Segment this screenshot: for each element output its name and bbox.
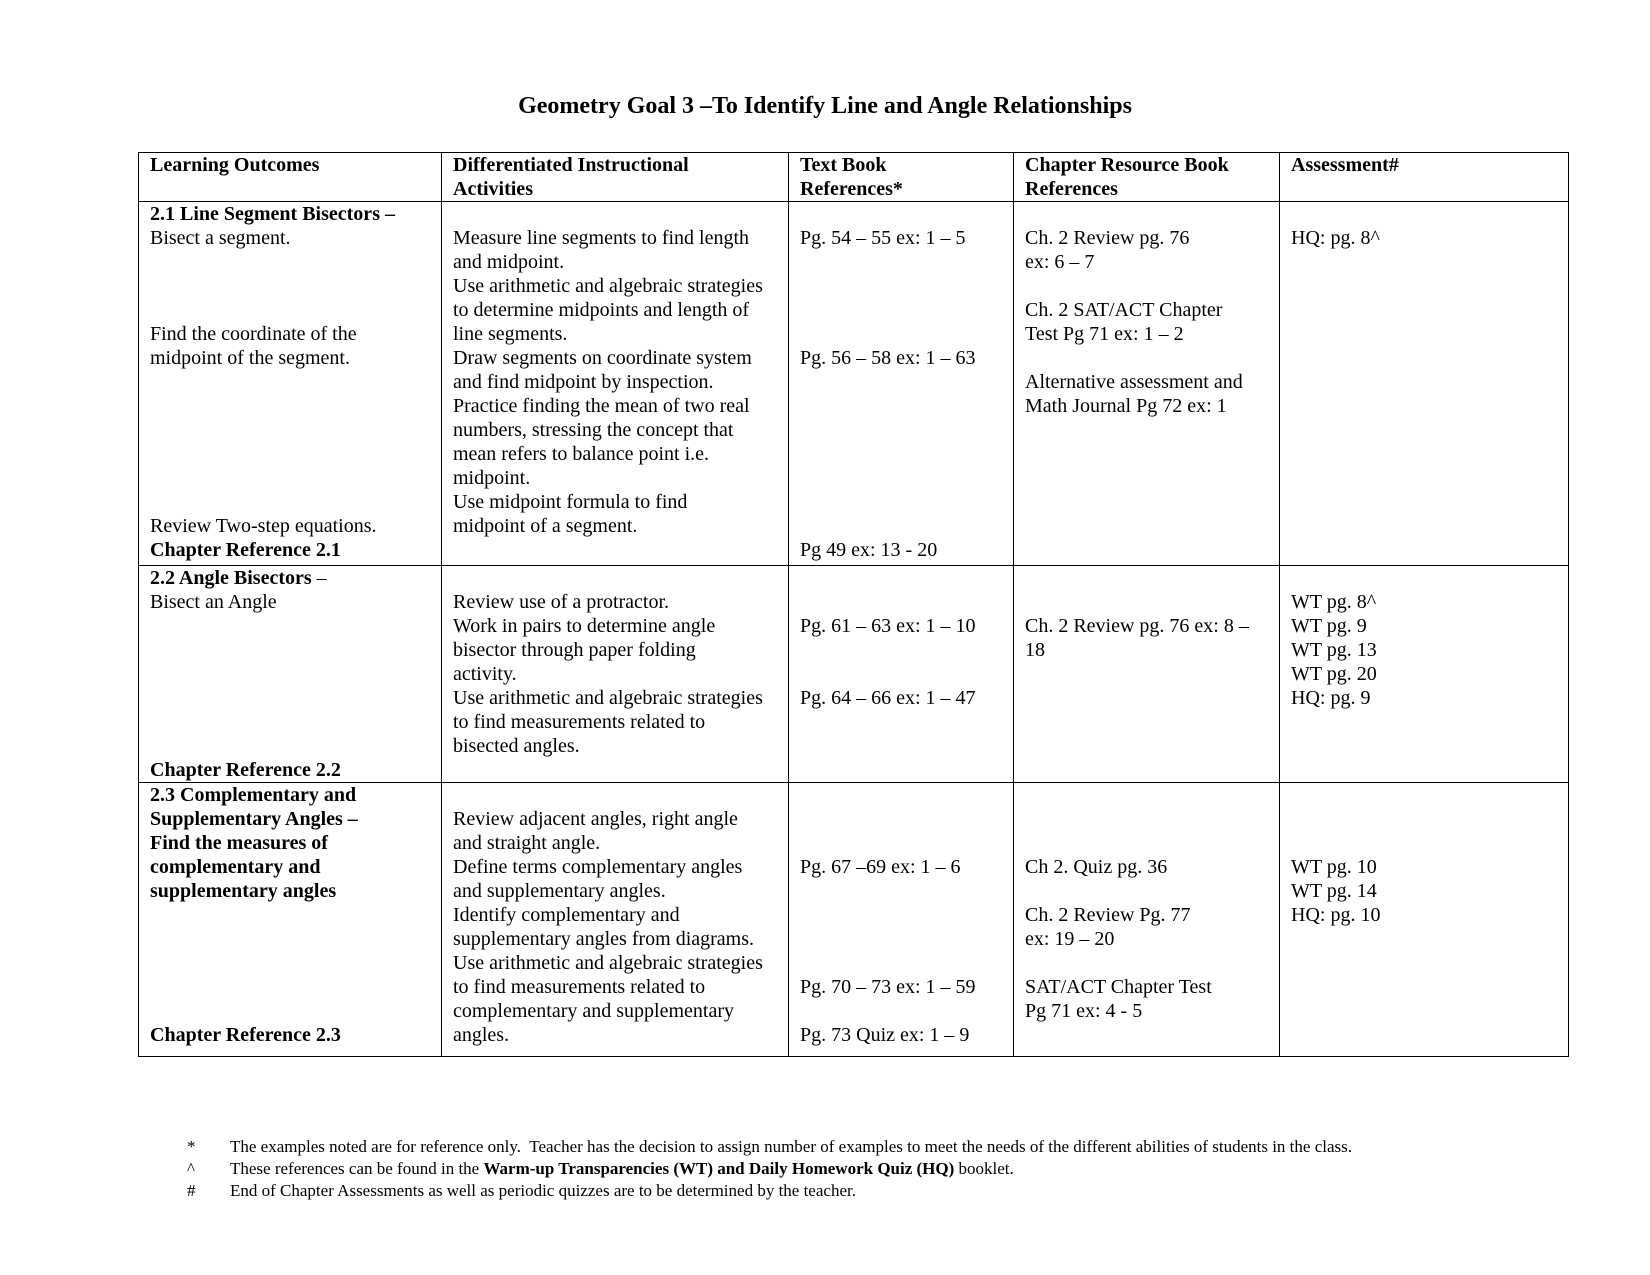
page-title: Geometry Goal 3 –To Identify Line and Angle Relationships (518, 93, 1132, 119)
header-line: Assessment# (1291, 154, 1399, 176)
cell-line (453, 566, 777, 590)
cell-line: Ch. 2 SAT/ACT Chapter (1025, 299, 1223, 321)
cell-line: and midpoint. (453, 251, 565, 273)
cell-line: HQ: pg. 9 (1291, 687, 1371, 709)
footnote-text-part: booklet. (954, 1159, 1014, 1178)
footnote-symbol: ^ (187, 1159, 195, 1178)
cell-line: Find the measures of (150, 832, 328, 854)
header-row (139, 153, 1569, 202)
cell-line: angles. (453, 1024, 510, 1046)
cell-line-bold: 2.2 Angle Bisectors (150, 567, 312, 589)
cell-line: midpoint of a segment. (453, 515, 638, 537)
cell-line: supplementary angles (150, 880, 337, 902)
cell-line (800, 442, 1002, 466)
instructional-activities-cell (442, 202, 789, 566)
cell-line: HQ: pg. 8^ (1291, 227, 1380, 249)
cell-line: mean refers to balance point i.e. (453, 443, 709, 465)
cell-line (800, 999, 1002, 1023)
cell-line: HQ: pg. 10 (1291, 904, 1381, 926)
cell-line: Define terms complementary angles (453, 856, 743, 878)
cell-line (150, 686, 430, 710)
cell-line: Review adjacent angles, right angle (453, 808, 738, 830)
cell-line (1025, 951, 1268, 975)
cell-line (1025, 202, 1268, 226)
header-instructional-activities (442, 153, 789, 202)
cell-line (1025, 566, 1268, 590)
cell-line: Pg. 54 – 55 ex: 1 – 5 (800, 227, 966, 249)
cell-line: Find the coordinate of the (150, 323, 357, 345)
cell-line: Chapter Reference 2.3 (150, 1024, 341, 1046)
cell-line: midpoint of the segment. (150, 347, 350, 369)
cell-line (150, 710, 430, 734)
cell-line: Ch 2. Quiz pg. 36 (1025, 856, 1168, 878)
cell-line (1291, 831, 1557, 855)
cell-line: Use midpoint formula to find (453, 491, 688, 513)
cell-line (800, 418, 1002, 442)
cell-line (800, 514, 1002, 538)
table-row (139, 566, 1569, 783)
cell-line (150, 418, 430, 442)
cell-line (1025, 807, 1268, 831)
cell-line: Bisect an Angle (150, 591, 277, 613)
cell-line (800, 490, 1002, 514)
header-line: Text Book (800, 154, 887, 176)
footnote-text-part: Warm-up Transparencies (WT) and Daily Homework Quiz (HQ) (483, 1159, 955, 1178)
cell-line: Chapter Reference 2.1 (150, 539, 341, 561)
cell-line: Ch. 2 Review Pg. 77 (1025, 904, 1191, 926)
cell-line (800, 927, 1002, 951)
cell-line (800, 298, 1002, 322)
cell-line: Pg. 56 – 58 ex: 1 – 63 (800, 347, 976, 369)
cell-line: bisected angles. (453, 735, 580, 757)
cell-line: Ch. 2 Review pg. 76 (1025, 227, 1190, 249)
cell-line (150, 274, 430, 298)
cell-line: to find measurements related to (453, 711, 706, 733)
footnote-symbol: # (187, 1181, 196, 1200)
cell-line (453, 202, 777, 226)
cell-line (150, 394, 430, 418)
cell-line: Math Journal Pg 72 ex: 1 (1025, 395, 1227, 417)
learning-outcomes-cell (139, 783, 442, 1057)
cell-line (1025, 274, 1268, 298)
cell-line: activity. (453, 663, 517, 685)
header-line: References* (800, 178, 903, 200)
cell-line (1291, 566, 1557, 590)
cell-line (800, 951, 1002, 975)
header-line: Learning Outcomes (150, 154, 320, 176)
cell-line (800, 662, 1002, 686)
cell-line: Pg 71 ex: 4 - 5 (1025, 1000, 1143, 1022)
cell-line (800, 807, 1002, 831)
cell-line (150, 566, 430, 590)
cell-line (1291, 783, 1557, 807)
table-row (139, 783, 1569, 1057)
cell-line: WT pg. 8^ (1291, 591, 1377, 613)
assessment-cell (1280, 566, 1569, 783)
cell-line (150, 903, 430, 927)
cell-line (150, 614, 430, 638)
cell-line: Use arithmetic and algebraic strategies (453, 952, 763, 974)
header-line: References (1025, 178, 1118, 200)
cell-line (800, 250, 1002, 274)
chapter-resource-references-cell (1014, 566, 1280, 783)
footnote-text-part: End of Chapter Assessments as well as periodic quizzes are to be determined by the teacher. (230, 1181, 856, 1200)
cell-line (1025, 831, 1268, 855)
header-line: Activities (453, 178, 533, 200)
cell-line: and straight angle. (453, 832, 601, 854)
cell-line (800, 370, 1002, 394)
cell-line: Pg 49 ex: 13 - 20 (800, 539, 938, 561)
cell-line: WT pg. 10 (1291, 856, 1377, 878)
cell-line (800, 566, 1002, 590)
cell-line: Pg. 73 Quiz ex: 1 – 9 (800, 1024, 970, 1046)
cell-line: to determine midpoints and length of (453, 299, 750, 321)
cell-line: complementary and (150, 856, 321, 878)
cell-line (150, 298, 430, 322)
cell-line (150, 466, 430, 490)
cell-line (150, 951, 430, 975)
cell-line (800, 394, 1002, 418)
cell-line: Draw segments on coordinate system (453, 347, 752, 369)
cell-line: ex: 6 – 7 (1025, 251, 1095, 273)
cell-line (150, 999, 430, 1023)
cell-line (150, 662, 430, 686)
cell-line (150, 250, 430, 274)
cell-line: WT pg. 9 (1291, 615, 1367, 637)
cell-line: Pg. 64 – 66 ex: 1 – 47 (800, 687, 976, 709)
header-chapter-resource-references (1014, 153, 1280, 202)
cell-line: Supplementary Angles – (150, 808, 358, 830)
cell-line (800, 831, 1002, 855)
cell-line: and supplementary angles. (453, 880, 666, 902)
header-line: Differentiated Instructional (453, 154, 689, 176)
cell-line: 18 (1025, 639, 1045, 661)
learning-outcomes-cell (139, 566, 442, 783)
cell-line (150, 975, 430, 999)
cell-line: Use arithmetic and algebraic strategies (453, 275, 763, 297)
cell-line (150, 734, 430, 758)
cell-line: and find midpoint by inspection. (453, 371, 714, 393)
cell-line: Pg. 61 – 63 ex: 1 – 10 (800, 615, 976, 637)
text-book-references-cell (789, 202, 1014, 566)
cell-line (150, 442, 430, 466)
cell-line (800, 322, 1002, 346)
cell-line (150, 490, 430, 514)
cell-line: midpoint. (453, 467, 531, 489)
cell-line: bisector through paper folding (453, 639, 696, 661)
cell-line (1291, 202, 1557, 226)
cell-line (800, 879, 1002, 903)
cell-line: numbers, stressing the concept that (453, 419, 734, 441)
instructional-activities-cell (442, 783, 789, 1057)
footnote-text (230, 1136, 1352, 1158)
assessment-cell (1280, 783, 1569, 1057)
cell-line (1025, 783, 1268, 807)
cell-line (800, 590, 1002, 614)
header-learning-outcomes (139, 153, 442, 202)
cell-line (453, 783, 777, 807)
cell-line: Bisect a segment. (150, 227, 291, 249)
cell-line: Review Two-step equations. (150, 515, 377, 537)
cell-line: Chapter Reference 2.2 (150, 759, 341, 781)
cell-line: to find measurements related to (453, 976, 706, 998)
footnote-text (230, 1180, 856, 1202)
chapter-resource-references-cell (1014, 783, 1280, 1057)
text-book-references-cell (789, 566, 1014, 783)
table-row (139, 202, 1569, 566)
cell-line: 2.1 Line Segment Bisectors – (150, 203, 395, 225)
cell-line: Work in pairs to determine angle (453, 615, 716, 637)
learning-outcomes-cell (139, 202, 442, 566)
cell-line (800, 638, 1002, 662)
cell-line (800, 466, 1002, 490)
cell-line: Ch. 2 Review pg. 76 ex: 8 – (1025, 615, 1249, 637)
cell-line (150, 638, 430, 662)
cell-line (800, 783, 1002, 807)
cell-line (1291, 807, 1557, 831)
cell-line: supplementary angles from diagrams. (453, 928, 755, 950)
footnote-symbol: * (187, 1137, 196, 1156)
cell-line (150, 927, 430, 951)
cell-line: Practice finding the mean of two real (453, 395, 750, 417)
cell-line (800, 903, 1002, 927)
cell-line: Test Pg 71 ex: 1 – 2 (1025, 323, 1184, 345)
footnote-text-part: These references can be found in the (230, 1159, 484, 1178)
cell-line: Alternative assessment and (1025, 371, 1243, 393)
text-book-references-cell (789, 783, 1014, 1057)
cell-line: line segments. (453, 323, 568, 345)
cell-line (150, 370, 430, 394)
cell-line (1025, 346, 1268, 370)
cell-line: Review use of a protractor. (453, 591, 670, 613)
chapter-resource-references-cell (1014, 202, 1280, 566)
footnote-text (230, 1158, 1014, 1180)
cell-line: Use arithmetic and algebraic strategies (453, 687, 763, 709)
instructional-activities-cell (442, 566, 789, 783)
cell-line: 2.3 Complementary and (150, 784, 357, 806)
cell-line: Identify complementary and (453, 904, 680, 926)
header-line: Chapter Resource Book (1025, 154, 1229, 176)
curriculum-table (138, 152, 1569, 1057)
cell-line: Measure line segments to find length (453, 227, 750, 249)
header-text-book-references (789, 153, 1014, 202)
cell-line: complementary and supplementary (453, 1000, 735, 1022)
cell-line (1025, 590, 1268, 614)
cell-line: ex: 19 – 20 (1025, 928, 1115, 950)
footnote-text-part: The examples noted are for reference only. Teacher has the decision to assign number of examples to meet the needs of the different abilities of students in the class. (230, 1137, 1352, 1156)
cell-line: WT pg. 13 (1291, 639, 1377, 661)
cell-line (800, 202, 1002, 226)
cell-line (800, 274, 1002, 298)
assessment-cell (1280, 202, 1569, 566)
cell-line (1025, 879, 1268, 903)
cell-line: WT pg. 14 (1291, 880, 1377, 902)
header-assessment (1280, 153, 1569, 202)
cell-line: Pg. 67 –69 ex: 1 – 6 (800, 856, 961, 878)
cell-line: SAT/ACT Chapter Test (1025, 976, 1212, 998)
cell-line-suffix: – (311, 567, 327, 589)
cell-line: Pg. 70 – 73 ex: 1 – 59 (800, 976, 976, 998)
cell-line: WT pg. 20 (1291, 663, 1377, 685)
